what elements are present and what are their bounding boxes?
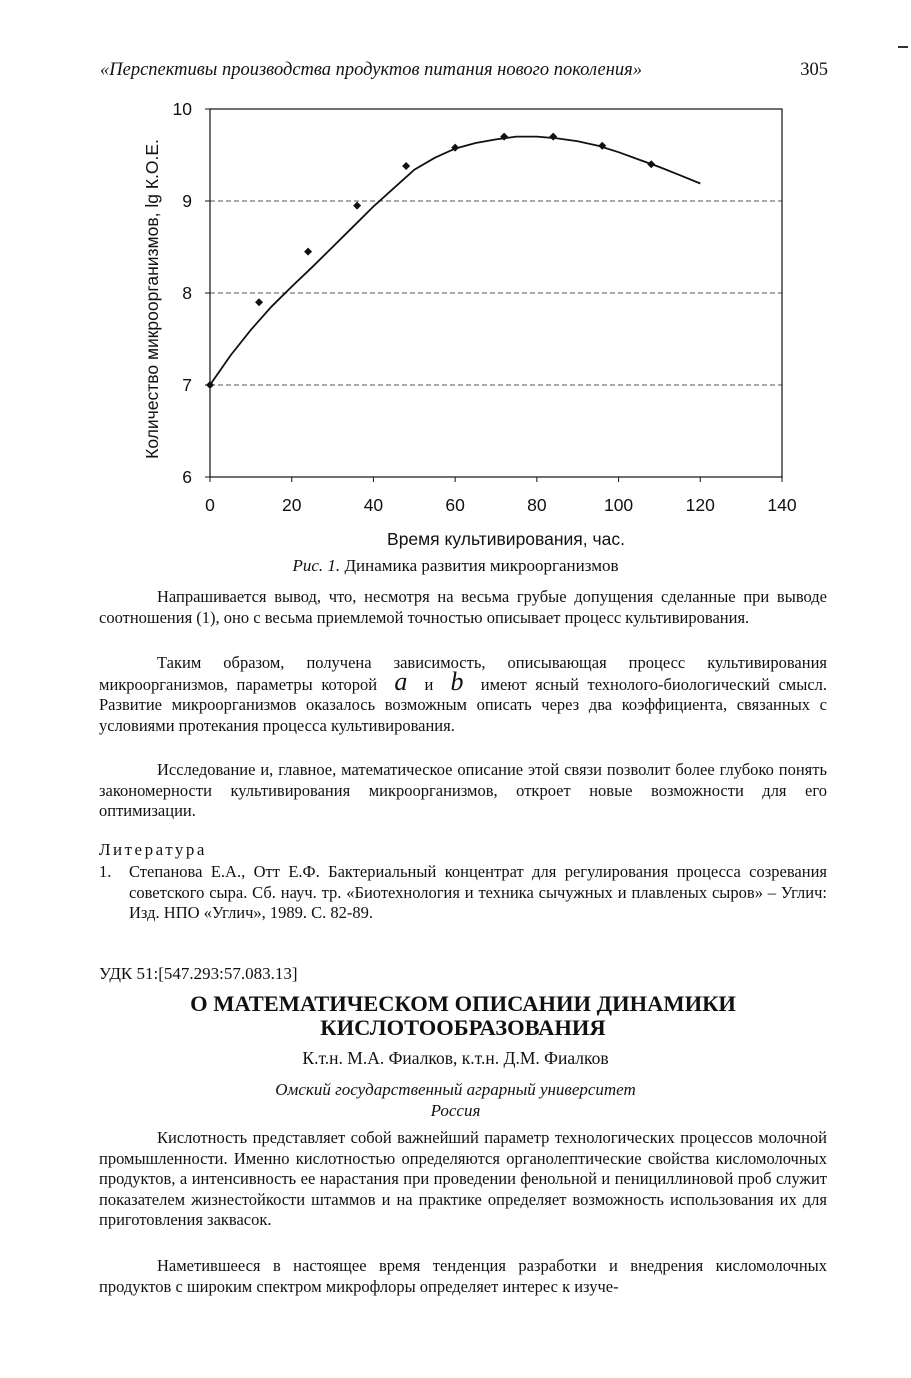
data-point bbox=[402, 162, 410, 170]
affiliation: Омский государственный аграрный университет bbox=[275, 1080, 636, 1099]
paragraph-dependency-start: Таким образом, получена зависимость, описывающая процесс культивирования микроорганизмов, параметры которой bbox=[99, 653, 827, 694]
data-point bbox=[255, 298, 263, 306]
udk-code: УДК 51:[547.293:57.083.13] bbox=[99, 964, 298, 983]
plot-frame bbox=[210, 109, 782, 477]
figure-caption-label: Рис. 1. bbox=[292, 556, 341, 575]
affiliation-block bbox=[0, 1079, 911, 1121]
conjunction-and: и bbox=[424, 674, 434, 694]
growth-chart bbox=[130, 95, 810, 555]
country: Россия bbox=[430, 1101, 481, 1120]
x-tick-label-100: 100 bbox=[603, 495, 634, 515]
data-point bbox=[353, 202, 361, 210]
x-axis-label: Время культивирования, час. bbox=[387, 529, 625, 549]
page-number: 305 bbox=[800, 60, 828, 80]
reference-text: Степанова Е.А., Отт Е.Ф. Бактериальный концентрат для регулирования процесса созревания советского сыра. Сб. науч. тр. «Биотехнология и техника сычужных и плавленых сыров» – Углич: Изд. НПО «Углич», 1989. С. 82-89. bbox=[129, 862, 827, 922]
x-tick-label-120: 120 bbox=[685, 495, 715, 515]
y-axis-label: Количество микроорганизмов, lg К.О.Е. bbox=[142, 139, 162, 459]
running-head bbox=[100, 60, 828, 81]
data-point bbox=[304, 248, 312, 256]
variable-b: b bbox=[450, 666, 464, 696]
x-tick-label-80: 80 bbox=[527, 495, 547, 515]
data-point bbox=[647, 160, 655, 168]
reference-number: 1. bbox=[99, 862, 112, 881]
paragraph-dependency bbox=[99, 653, 827, 736]
paragraph-acidity: Кислотность представляет собой важнейший параметр технологических процессов молочной промышленности. Именно кислотностью определяются органолептические свойства кисломолочных продуктов, а интенсивность ее нарастания при проведении фенольной и пенициллиновой проб служит показателем жизнестойкости штаммов и на практике определяет возможность использования их для приготовления заквасок. bbox=[99, 1128, 827, 1229]
reference-item bbox=[99, 862, 827, 924]
chart-grid bbox=[210, 201, 782, 385]
y-tick-label-6: 6 bbox=[182, 467, 192, 487]
paragraph-conclusion: Напрашивается вывод, что, несмотря на весьма грубые допущения сделанные при выводе соотношения (1), оно с весьма приемлемой точностью описывает процесс культивирования. bbox=[99, 587, 827, 627]
paragraph-trend: Наметившееся в настоящее время тенденция разработки и внедрения кисломолочных продуктов с широким спектром микрофлоры определяет интерес к изуче- bbox=[99, 1256, 827, 1296]
margin-mark bbox=[898, 46, 908, 48]
data-point bbox=[549, 133, 557, 141]
figure-caption bbox=[0, 556, 911, 576]
article-title bbox=[99, 992, 827, 1040]
paragraph-research: Исследование и, главное, математическое описание этой связи позволит более глубоко понять закономерности культивирования микроорганизмов, откроет новые возможности для его оптимизации. bbox=[99, 760, 827, 820]
y-tick-label-7: 7 bbox=[182, 375, 192, 395]
y-tick-label-10: 10 bbox=[172, 99, 192, 119]
variable-a: a bbox=[394, 666, 408, 696]
x-axis-ticks bbox=[205, 477, 797, 515]
y-axis-ticks bbox=[173, 99, 210, 487]
x-tick-label-60: 60 bbox=[445, 495, 465, 515]
literature-heading: Литература bbox=[99, 840, 207, 859]
fitted-curve bbox=[210, 137, 700, 385]
y-tick-label-8: 8 bbox=[182, 283, 192, 303]
article-title-line-1: О МАТЕМАТИЧЕСКОМ ОПИСАНИИ ДИНАМИКИ bbox=[190, 991, 736, 1016]
running-head-title: «Перспективы производства продуктов питания нового поколения» bbox=[100, 60, 642, 80]
y-tick-label-9: 9 bbox=[182, 191, 192, 211]
figure-caption-text: Динамика развития микроорганизмов bbox=[344, 556, 619, 575]
x-tick-label-140: 140 bbox=[767, 495, 797, 515]
x-tick-label-20: 20 bbox=[281, 495, 302, 515]
paragraph-dependency-end: имеют ясный технолого-биологический смысл. Развитие микроорганизмов оказалось возможным описать через два коэффициента, связанных с условиями протекания процесса культивирования. bbox=[99, 674, 828, 735]
article-title-line-2: КИСЛОТООБРАЗОВАНИЯ bbox=[320, 1015, 606, 1040]
article-authors: К.т.н. М.А. Фиалков, к.т.н. Д.М. Фиалков bbox=[302, 1048, 609, 1068]
x-tick-label-0: 0 bbox=[205, 495, 215, 515]
chart-series bbox=[206, 133, 700, 389]
x-tick-label-40: 40 bbox=[363, 495, 384, 515]
